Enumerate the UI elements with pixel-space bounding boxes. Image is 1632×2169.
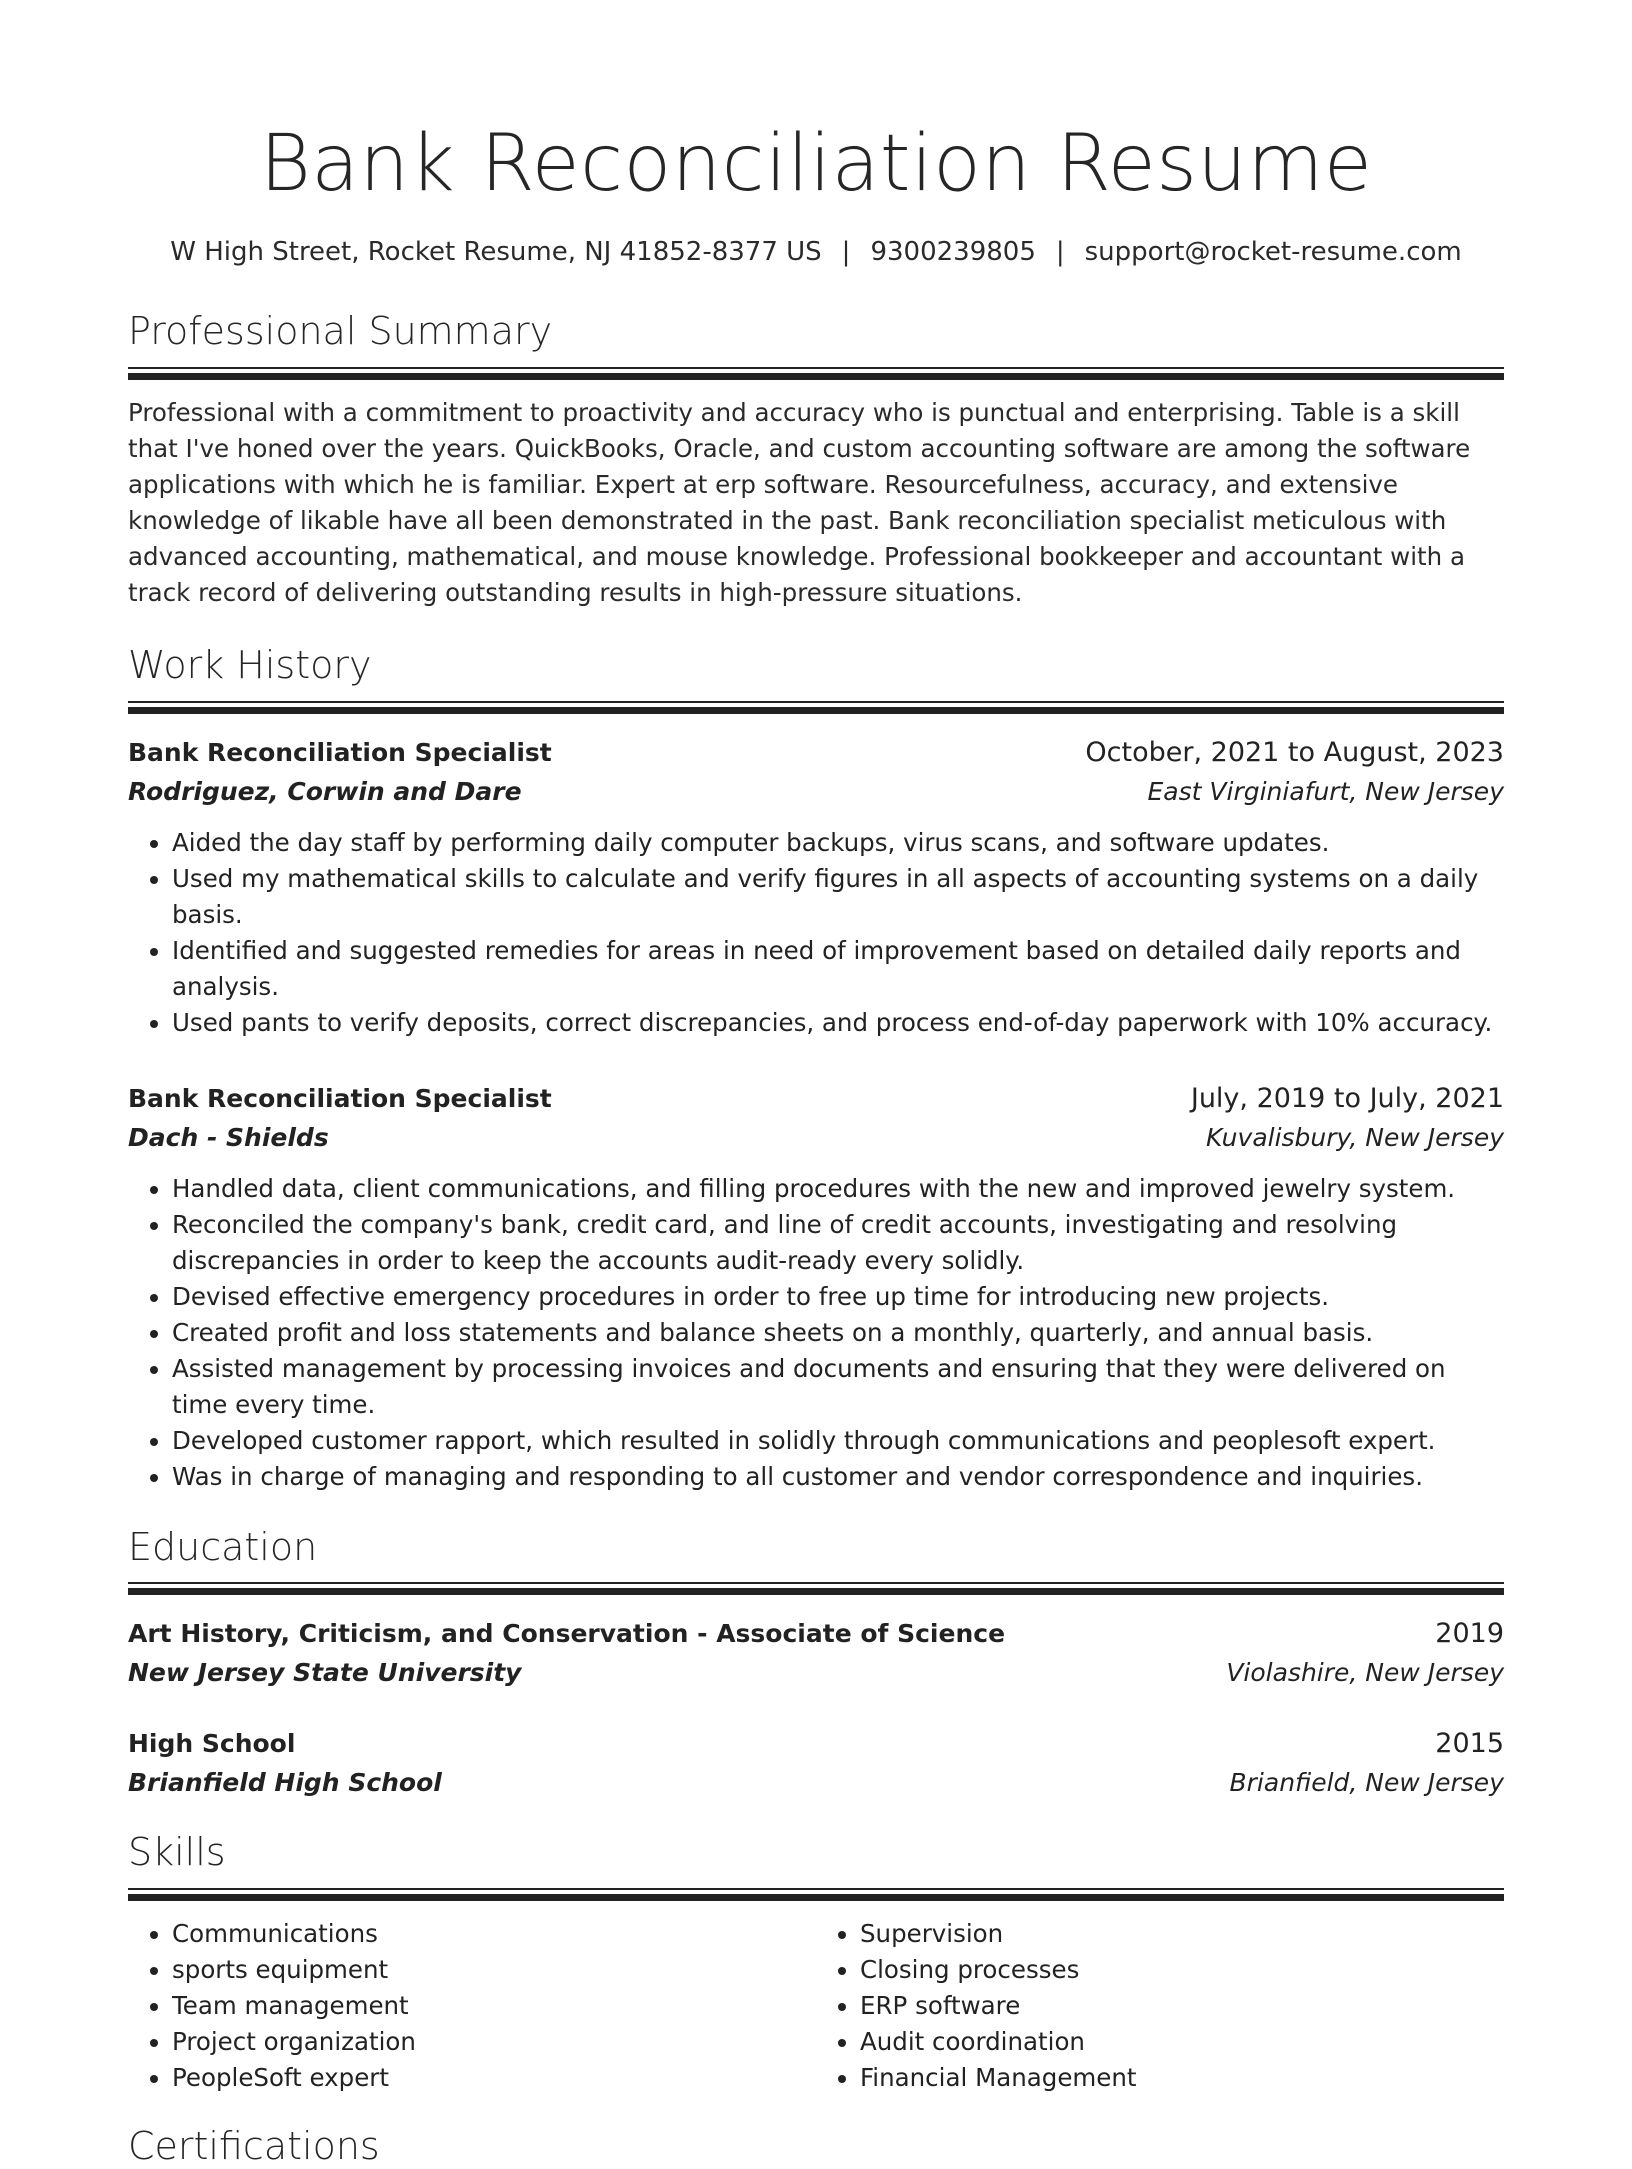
contact-email: support@rocket-resume.com [1084, 236, 1462, 267]
section-divider [128, 1582, 1504, 1596]
section-divider [128, 367, 1504, 381]
contact-separator: | [1055, 236, 1065, 267]
list-item: • Team management [172, 1988, 816, 2024]
job-entry [128, 1079, 1504, 1495]
education-location: Brianfield, New Jersey [1229, 1768, 1504, 1798]
job-title: Bank Reconciliation Specialist [128, 737, 552, 767]
job-bullets [128, 1171, 1504, 1495]
education-location: Violashire, New Jersey [1226, 1658, 1504, 1688]
section-title: Work History [128, 643, 372, 688]
section-title: Education [128, 1524, 318, 1569]
education-degree: Art History, Criticism, and Conservation - Associate of Science [128, 1619, 1006, 1649]
list-item: • ERP software [860, 1988, 1504, 2024]
education-school: Brianfield High School [128, 1768, 442, 1798]
education-year: 2019 [1435, 1618, 1504, 1650]
list-item: • Supervision [860, 1916, 1504, 1952]
contact-phone: 9300239805 [870, 236, 1036, 267]
skills-list-left [128, 1916, 816, 2096]
job-title: Bank Reconciliation Specialist [128, 1083, 552, 1113]
list-item: • Was in charge of managing and responding to all customer and vendor correspondence and inquiries. [172, 1459, 1504, 1495]
job-location: East Virginiafurt, New Jersey [1147, 776, 1504, 806]
job-dates: October, 2021 to August, 2023 [1085, 736, 1504, 768]
job-dates: July, 2019 to July, 2021 [1190, 1082, 1504, 1114]
job-company: Rodriguez, Corwin and Dare [128, 776, 522, 806]
list-item: • Handled data, client communications, and filling procedures with the new and improved jewelry system. [172, 1171, 1504, 1207]
list-item: • sports equipment [172, 1952, 816, 1988]
education-section [128, 1525, 1504, 1803]
list-item: • Used my mathematical skills to calculate and verify figures in all aspects of accounting systems on a daily basis. [172, 861, 1504, 933]
list-item: • Closing processes [860, 1952, 1504, 1988]
job-location: Kuvalisbury, New Jersey [1205, 1122, 1504, 1152]
job-bullets [128, 825, 1504, 1041]
work-history-section [128, 643, 1504, 1495]
skills-section [128, 1830, 1504, 2096]
list-item: • Communications [172, 1916, 816, 1952]
education-entry [128, 1614, 1504, 1692]
education-entry [128, 1724, 1504, 1802]
list-item: • Audit coordination [860, 2024, 1504, 2060]
contact-address: W High Street, Rocket Resume, NJ 41852-8377 US [170, 236, 822, 267]
list-item: • Created profit and loss statements and balance sheets on a monthly, quarterly, and annual basis. [172, 1315, 1504, 1351]
list-item: • Assisted management by processing invoices and documents and ensuring that they were delivered on time every time. [172, 1351, 1504, 1423]
contact-line [128, 236, 1504, 270]
section-title: Certifications [128, 2123, 380, 2168]
skills-list-right [816, 1916, 1504, 2096]
skills-grid [128, 1916, 1504, 2096]
summary-section [128, 309, 1504, 611]
list-item: • Financial Management [860, 2060, 1504, 2096]
education-degree: High School [128, 1729, 296, 1759]
list-item: • Developed customer rapport, which resulted in solidly through communications and peoplesoft expert. [172, 1423, 1504, 1459]
section-divider [128, 1888, 1504, 1902]
list-item: • Reconciled the company's bank, credit card, and line of credit accounts, investigating and resolving discrepancies in order to keep the accounts audit-ready every solidly. [172, 1207, 1504, 1279]
contact-separator: | [841, 236, 851, 267]
job-entry [128, 733, 1504, 1041]
list-item: • Aided the day staff by performing daily computer backups, virus scans, and software updates. [172, 825, 1504, 861]
section-divider [128, 701, 1504, 715]
resume-name: Bank Reconciliation Resume [259, 119, 1373, 209]
list-item: • Devised effective emergency procedures in order to free up time for introducing new projects. [172, 1279, 1504, 1315]
education-school: New Jersey State University [128, 1658, 522, 1688]
section-title: Skills [128, 1830, 226, 1875]
list-item: • Used pants to verify deposits, correct discrepancies, and process end-of-day paperwork with 10% accuracy. [172, 1005, 1504, 1041]
job-company: Dach - Shields [128, 1122, 329, 1152]
list-item: • PeopleSoft expert [172, 2060, 816, 2096]
certifications-section [128, 2124, 1504, 2169]
section-title: Professional Summary [128, 309, 553, 354]
summary-text: Professional with a commitment to proactivity and accuracy who is punctual and enterprising. Table is a skill that I've honed over the years. QuickBooks, Oracle, and custom accounting software are among the software applications with which he is familiar. Expert at erp software. Resourcefulness, accuracy, and extensive knowledge of likable have all been demonstrated in the past. Bank reconciliation specialist meticulous with advanced accounting, mathematical, and mouse knowledge. Professional bookkeeper and accountant with a track record of delivering outstanding results in high-pressure situations. [128, 398, 1471, 608]
education-year: 2015 [1435, 1728, 1504, 1760]
list-item: • Identified and suggested remedies for areas in need of improvement based on detailed daily reports and analysis. [172, 933, 1504, 1005]
list-item: • Project organization [172, 2024, 816, 2060]
